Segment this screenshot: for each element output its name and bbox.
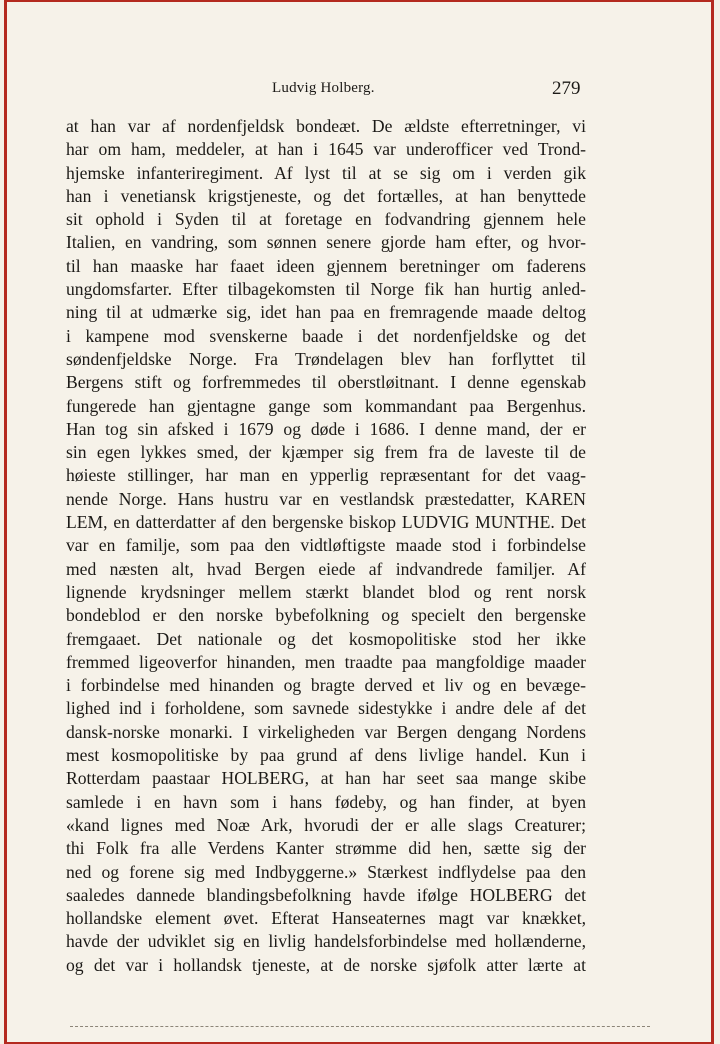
text-line: med næsten alt, hvad Bergen eiede af indvandrede familjer. Af (66, 558, 586, 579)
text-line: søndenfjeldske Norge. Fra Trøndelagen blev han forflyttet til (66, 348, 586, 369)
text-line: Bergens stift og forfremmedes til oberstløitnant. I denne egenskab (66, 372, 586, 393)
text-line: «kand lignes med Noæ Ark, hvorudi der er alle slags Creaturer; (66, 814, 586, 835)
text-line: hjemske infanteriregiment. Af lyst til at se sig om i verden gik (66, 162, 586, 183)
text-line: han i venetiansk krigstjeneste, og det fortælles, at han benyttede (66, 185, 586, 206)
body-text (66, 115, 586, 977)
text-line: hollandske element øvet. Efterat Hanseaternes magt var knækket, (66, 908, 586, 929)
running-head: Ludvig Holberg. (272, 80, 375, 96)
text-line: saaledes dannede blandingsbefolkning havde ifølge HOLBERG det (66, 884, 586, 905)
text-line: var en familje, som paa den vidtløftigste maade stod i forbindelse (66, 535, 586, 556)
text-line: i kampene mod svenskerne baade i det nordenfjeldske og det (66, 325, 586, 346)
text-line: samlede i en havn som i hans fødeby, og han finder, at byen (66, 791, 586, 812)
page-header (0, 80, 720, 104)
text-line: dansk-norske monarki. I virkeligheden var Bergen dengang Nordens (66, 721, 586, 742)
text-line: i forbindelse med hinanden og bragte derved et liv og en bevæge- (66, 675, 586, 696)
text-line: Rotterdam paastaar HOLBERG, at han har seet saa mange skibe (66, 768, 586, 789)
text-line: bondeblod er den norske bybefolkning og specielt den bergenske (66, 605, 586, 626)
bottom-rule (70, 1026, 650, 1028)
text-line: nende Norge. Hans hustru var en vestlandsk præstedatter, KAREN (66, 488, 586, 509)
text-line: Italien, en vandring, som sønnen senere gjorde ham efter, og hvor- (66, 232, 586, 253)
page-number: 279 (552, 78, 581, 99)
text-line: ning til at udmærke sig, idet han paa en fremragende maade deltog (66, 302, 586, 323)
text-line: sit ophold i Syden til at foretage en fodvandring gjennem hele (66, 209, 586, 230)
text-line: fungerede han gjentagne gange som kommandant paa Bergenhus. (66, 395, 586, 416)
text-line: høieste stillinger, har man en ypperlig repræsentant for det vaag- (66, 465, 586, 486)
text-line: fremgaaet. Det nationale og det kosmopolitiske stod her ikke (66, 628, 586, 649)
text-line: til han maaske har faaet ideen gjennem beretninger om faderens (66, 255, 586, 276)
text-line: at han var af nordenfjeldsk bondeæt. De ældste efterretninger, vi (66, 116, 586, 136)
text-line: mest kosmopolitiske by paa grund af dens livlige handel. Kun i (66, 745, 586, 766)
text-line: har om ham, meddeler, at han i 1645 var underofficer ved Trond- (66, 139, 586, 160)
text-line: ned og forene sig med Indbyggerne.» Stærkest indflydelse paa den (66, 861, 586, 882)
text-line: fremmed ligeoverfor hinanden, men traadte paa mangfoldige maader (66, 651, 586, 672)
text-line: lighed ind i forholdene, som savnede sidestykke i andre dele af det (66, 698, 586, 719)
text-line: lignende krydsninger mellem stærkt blandet blod og rent norsk (66, 581, 586, 602)
text-line: thi Folk fra alle Verdens Kanter strømme did hen, sætte sig der (66, 838, 586, 859)
text-line: LEM, en datterdatter af den bergenske biskop LUDVIG MUNTHE. Det (66, 512, 586, 533)
text-line: havde der udviklet sig en livlig handelsforbindelse med hollænderne, (66, 931, 586, 952)
text-line: og det var i hollandsk tjeneste, at de norske sjøfolk atter lærte at (66, 954, 586, 975)
text-line: Han tog sin afsked i 1679 og døde i 1686. I denne mand, der er (66, 418, 586, 439)
text-line: ungdomsfarter. Efter tilbagekomsten til Norge fik han hurtig anled- (66, 279, 586, 300)
text-line: sin egen lykkes smed, der kjæmper sig frem fra de laveste til de (66, 442, 586, 463)
